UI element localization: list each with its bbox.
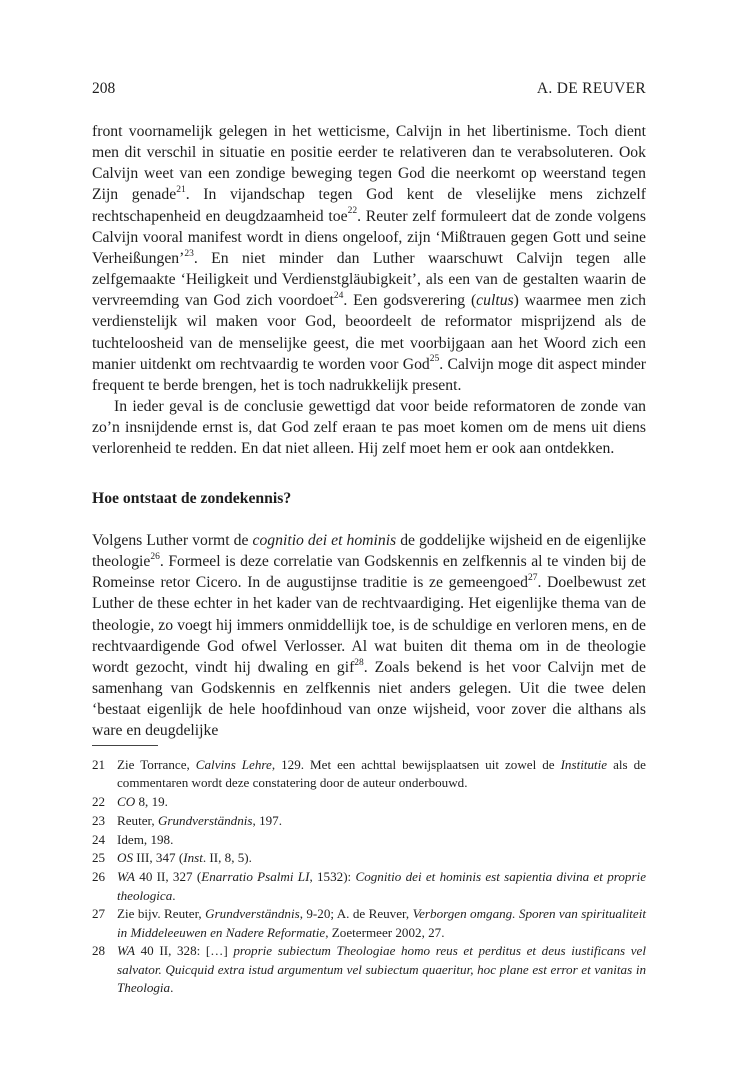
footnote-italic-run: Cognitio dei et hominis est sapientia divina et proprie theologica xyxy=(117,869,647,903)
paragraph xyxy=(92,121,646,396)
footnote-text-run: Zie Torrance, xyxy=(117,757,196,772)
footnote-ref: 22 xyxy=(347,206,358,217)
footnote-italic-run: Calvins Lehre xyxy=(195,757,272,772)
footnote-italic-run: Inst xyxy=(183,850,203,866)
footnote-italic-run: Institutie xyxy=(560,757,608,772)
footnote-ref: 28 xyxy=(354,657,364,668)
footnote-italic-run: WA xyxy=(117,943,135,959)
paragraph-text-run: . Een godsverering ( xyxy=(343,292,477,310)
footnotes xyxy=(92,756,646,997)
footnote xyxy=(92,812,646,830)
footnote-number: 25 xyxy=(92,850,106,866)
footnote xyxy=(92,868,646,905)
body-text-upper xyxy=(92,121,646,460)
footnote-text-run: III, 347 ( xyxy=(133,850,184,866)
paragraph-text-run: In ieder geval is de conclusie gewettigd dat voor beide reformatoren de zonde van zo’n insnijdende ernst is, dat God zelf eraan te pas moet komen om de mens uit diens verlorenheid te redden. En dat niet alleen. Hij zelf moet hem er ook aan ontdekken. xyxy=(92,398,646,458)
footnote xyxy=(92,905,646,942)
footnote-italic-run: proprie subiectum Theologiae homo reus et perditus et deus iustificans vel salvator. Quicquid extra istud argumentum vel subiectum quaeritur, hoc plane est error et vanitas in Theologia xyxy=(117,943,646,996)
footnote-ref: 21 xyxy=(176,185,186,196)
paragraph-italic-run: cognitio dei et hominis xyxy=(252,532,397,549)
running-title: A. DE REUVER xyxy=(536,80,646,97)
footnote-number: 22 xyxy=(92,794,106,810)
footnote-ref: 24 xyxy=(333,291,344,302)
paragraph xyxy=(92,530,646,742)
paragraph-text-run: front voornamelijk gelegen in het wetticisme, Calvijn in het libertinisme. Toch dient men dit verschil in situatie en positie eerder te relativeren dan te verabsoluteren. Ook Calvijn weet van een zondige beweging tegen God die neerkomt op weerstand tegen Zijn genade xyxy=(92,123,646,204)
footnote-text-run: , 197. xyxy=(252,812,282,828)
paragraph-text-run: . Doelbewust zet Luther de these echter in het kader van de rechtvaardiging. Het eigenlijke thema van de theologie, zo voegt hij immers onmiddellijk toe, is de schuldige en verloren mens, en de rechtvaardigende God ofwel Verlosser. Al wat buiten dit thema om in de theologie wordt gezocht, vindt hij dwaling en gif xyxy=(92,574,646,676)
paragraph-text-run: . En niet minder dan Luther waarschuwt Calvijn tegen alle zelfgemaakte ‘Heiligkeit und Verdienstgläubigkeit’, als een van de gestalten waarin de vervreemding van God zich voordoet xyxy=(92,249,646,310)
footnote-text-run: als de commentaren wordt deze constatering door de auteur onderbouwd. xyxy=(117,757,646,791)
paragraph-text-run: ) waarmee men zich verdienstelijk wil maken voor God, beoordeelt de reformator misprijzend als de tuchteloosheid van de menselijke geest, die met voorbijgaan aan het Woord zich een manier uitdenkt om rechtvaardig te worden voor God xyxy=(92,292,647,373)
section-heading: Hoe ontstaat de zondekennis? xyxy=(92,490,292,507)
footnote-text-run: 40 II, 328: […] xyxy=(135,943,234,959)
footnote-italic-run: OS xyxy=(117,850,134,866)
footnote xyxy=(92,831,646,849)
paragraph-text-run: Volgens Luther vormt de xyxy=(92,532,253,549)
footnote-italic-run: WA xyxy=(117,869,135,885)
footnote-text-run: , Zoetermeer 2002, 27. xyxy=(325,924,445,940)
footnote-rule xyxy=(92,745,158,746)
footnote-ref: 26 xyxy=(150,551,160,562)
footnote-text-run: 40 II, 327 ( xyxy=(135,869,202,885)
paragraph-italic-run: cultus xyxy=(476,292,514,310)
paragraph-text-run: . Reuter zelf formuleert dat de zonde volgens Calvijn vooral manifest wordt in diens ongeloof, zijn ‘Mißtrauen gegen Gott und seine Verheißungen’ xyxy=(92,207,647,267)
paragraph-text-run: de goddelijke wijsheid en de eigenlijke theologie xyxy=(92,532,647,571)
page-number: 208 xyxy=(92,80,116,97)
footnote xyxy=(92,849,646,867)
footnote-number: 28 xyxy=(92,943,106,959)
paragraph-text-run: . Zoals bekend is het voor Calvijn met de samenhang van Godskennis en zelfkennis niet anders gelegen. Uit die twee delen ‘bestaat eigenlijk de hele hoofdinhoud van onze wijsheid, voor zover die althans als ware en deugdelijke xyxy=(92,658,646,740)
footnote-number: 24 xyxy=(92,831,106,847)
paragraph-text-run: . Formeel is deze correlatie van Godskennis en zelfkennis al te vinden bij de Romeinse retor Cicero. In de augustijnse traditie is ze gemeengoed xyxy=(92,553,646,592)
footnote-number: 27 xyxy=(92,906,106,922)
footnote-text-run: . xyxy=(172,887,176,903)
footnote-text-run: , 129. Met een achttal bewijsplaatsen uit zowel de xyxy=(271,757,561,772)
footnote-number: 26 xyxy=(92,869,106,885)
footnote xyxy=(92,756,646,793)
footnote-text-run: 8, 19. xyxy=(135,794,168,810)
paragraph-text-run: . Calvijn moge dit aspect minder frequent te berde brengen, het is toch nadrukkelijk present. xyxy=(92,355,647,394)
paragraph xyxy=(92,396,646,459)
footnote-text-run: Reuter, xyxy=(117,812,158,828)
footnote-italic-run: Enarratio Psalmi LI xyxy=(201,869,310,885)
footnote-text-run: . xyxy=(170,980,174,996)
footnote-italic-run: Verborgen omgang. Sporen van spiritualiteit in Middeleeuwen en Nadere Reformatie xyxy=(117,906,646,940)
paragraph-text-run: . In vijandschap tegen God kent de vleselijke mens zichzelf rechtschapenheid en deugdzaamheid toe xyxy=(92,186,646,225)
footnote-text-run: , 1532): xyxy=(309,869,356,885)
footnote-ref: 27 xyxy=(527,573,538,584)
body-text-lower xyxy=(92,530,646,742)
footnote-number: 21 xyxy=(92,757,106,772)
footnote xyxy=(92,942,646,997)
footnote-text-run: Idem, 198. xyxy=(117,831,174,847)
footnote-text-run: Zie bijv. Reuter, xyxy=(117,906,206,922)
footnote-italic-run: Grundverständnis xyxy=(157,812,253,828)
footnote-text-run: , 9-20; A. de Reuver, xyxy=(299,906,413,922)
footnote-italic-run: Grundverständnis xyxy=(205,906,300,922)
footnote-text-run: . II, 8, 5). xyxy=(202,850,252,866)
footnote-ref: 23 xyxy=(184,248,194,259)
footnote-number: 23 xyxy=(92,812,106,828)
footnote-ref: 25 xyxy=(429,354,440,365)
footnote-italic-run: CO xyxy=(117,794,136,810)
footnote xyxy=(92,793,646,811)
